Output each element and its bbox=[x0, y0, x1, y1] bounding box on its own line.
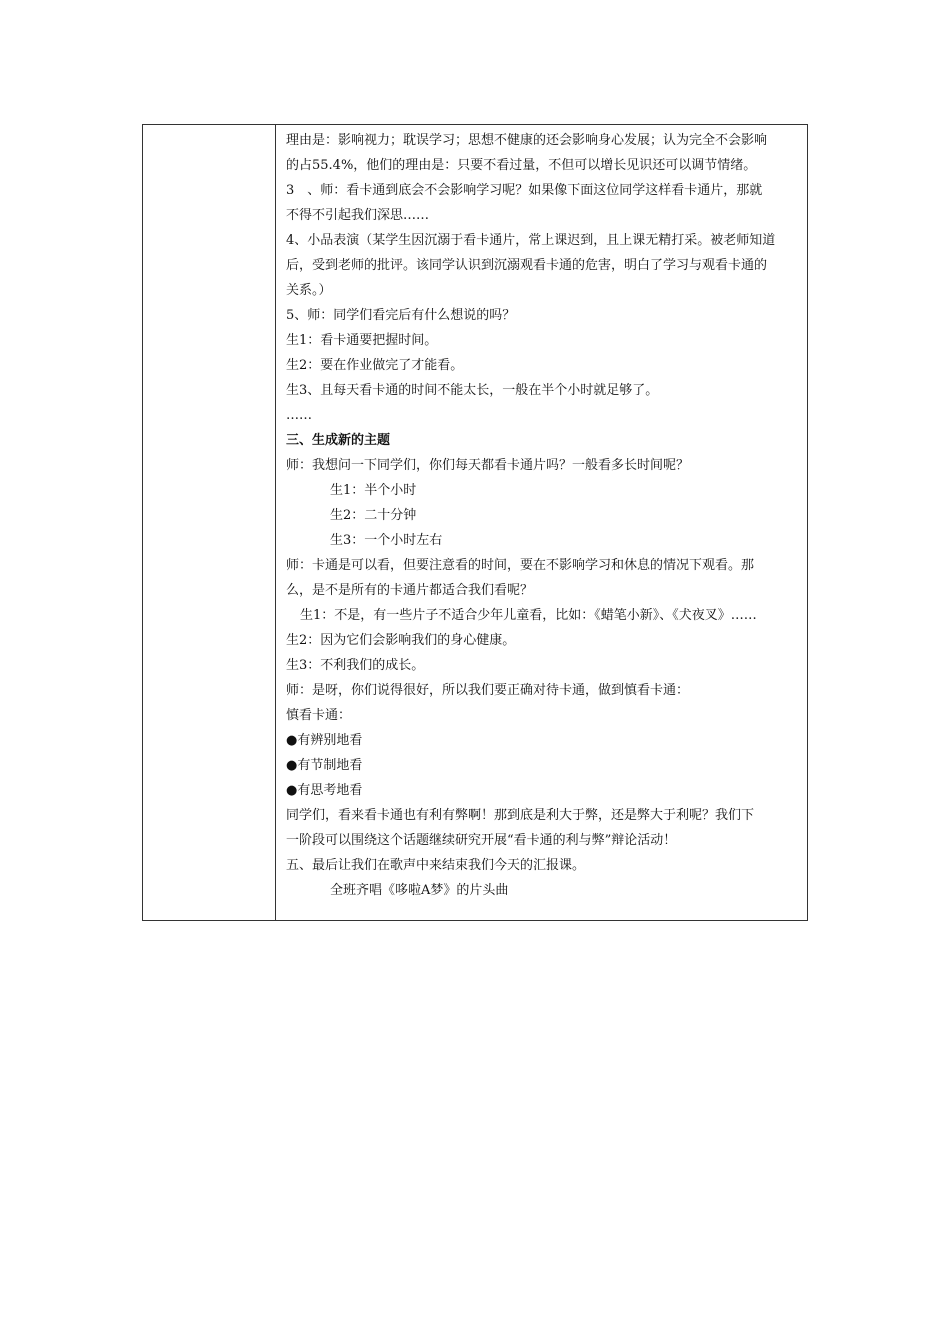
text-line: 生2：要在作业做完了才能看。 bbox=[286, 358, 464, 373]
text-line: 生1：看卡通要把握时间。 bbox=[286, 333, 438, 348]
text-line: 生2：二十分钟 bbox=[330, 508, 417, 523]
text-line: …… bbox=[286, 408, 312, 423]
left-column-cell bbox=[143, 125, 276, 920]
text-line: 关系。） bbox=[286, 283, 332, 298]
text-line: 生1：不是，有一些片子不适合少年儿童看，比如：《蜡笔小新》、《犬夜叉》…… bbox=[300, 608, 757, 623]
section-heading: 三、生成新的主题 bbox=[286, 433, 391, 448]
text-line: 一阶段可以围绕这个话题继续研究开展“看卡通的利与弊”辩论活动！ bbox=[286, 833, 677, 848]
text-line: 3 、师：看卡通到底会不会影响学习呢？如果像下面这位同学这样看卡通片，那就 bbox=[286, 183, 763, 198]
text-line: 4、小品表演（某学生因沉溺于看卡通片，常上课迟到，且上课无精打采。被老师知道 bbox=[286, 233, 776, 248]
text-line: ●有思考地看 bbox=[286, 783, 363, 798]
lesson-table bbox=[142, 124, 808, 921]
text-line: 全班齐唱《哆啦A梦》的片头曲 bbox=[330, 883, 509, 898]
text-line: 师：卡通是可以看，但要注意看的时间，要在不影响学习和休息的情况下观看。那 bbox=[286, 558, 755, 573]
text-line: 5、师：同学们看完后有什么想说的吗？ bbox=[286, 308, 516, 323]
text-line: 的占55.4%，他们的理由是：只要不看过量，不但可以增长见识还可以调节情绪。 bbox=[286, 158, 757, 173]
text-line: 么，是不是所有的卡通片都适合我们看呢？ bbox=[286, 583, 534, 598]
text-line: 生3、且每天看卡通的时间不能太长，一般在半个小时就足够了。 bbox=[286, 383, 659, 398]
text-line: 生3：不利我们的成长。 bbox=[286, 658, 425, 673]
text-line: 生2：因为它们会影响我们的身心健康。 bbox=[286, 633, 516, 648]
lesson-content-cell bbox=[286, 128, 802, 903]
text-line: 生1：半个小时 bbox=[330, 483, 417, 498]
text-line: 慎看卡通： bbox=[286, 708, 352, 723]
text-line: 同学们，看来看卡通也有利有弊啊！那到底是利大于弊，还是弊大于利呢？我们下 bbox=[286, 808, 755, 823]
text-line: 理由是：影响视力；耽误学习；思想不健康的还会影响身心发展；认为完全不会影响 bbox=[286, 133, 768, 148]
text-line: 师：是呀，你们说得很好，所以我们要正确对待卡通，做到慎看卡通： bbox=[286, 683, 690, 698]
text-line: 五、最后让我们在歌声中来结束我们今天的汇报课。 bbox=[286, 858, 586, 873]
text-line: ●有辨别地看 bbox=[286, 733, 363, 748]
text-line: 后，受到老师的批评。该同学认识到沉溺观看卡通的危害，明白了学习与观看卡通的 bbox=[286, 258, 768, 273]
text-line: ●有节制地看 bbox=[286, 758, 363, 773]
text-line: 师：我想问一下同学们，你们每天都看卡通片吗？一般看多长时间呢？ bbox=[286, 458, 690, 473]
text-line: 生3：一个小时左右 bbox=[330, 533, 443, 548]
text-line: 不得不引起我们深思…… bbox=[286, 208, 430, 223]
